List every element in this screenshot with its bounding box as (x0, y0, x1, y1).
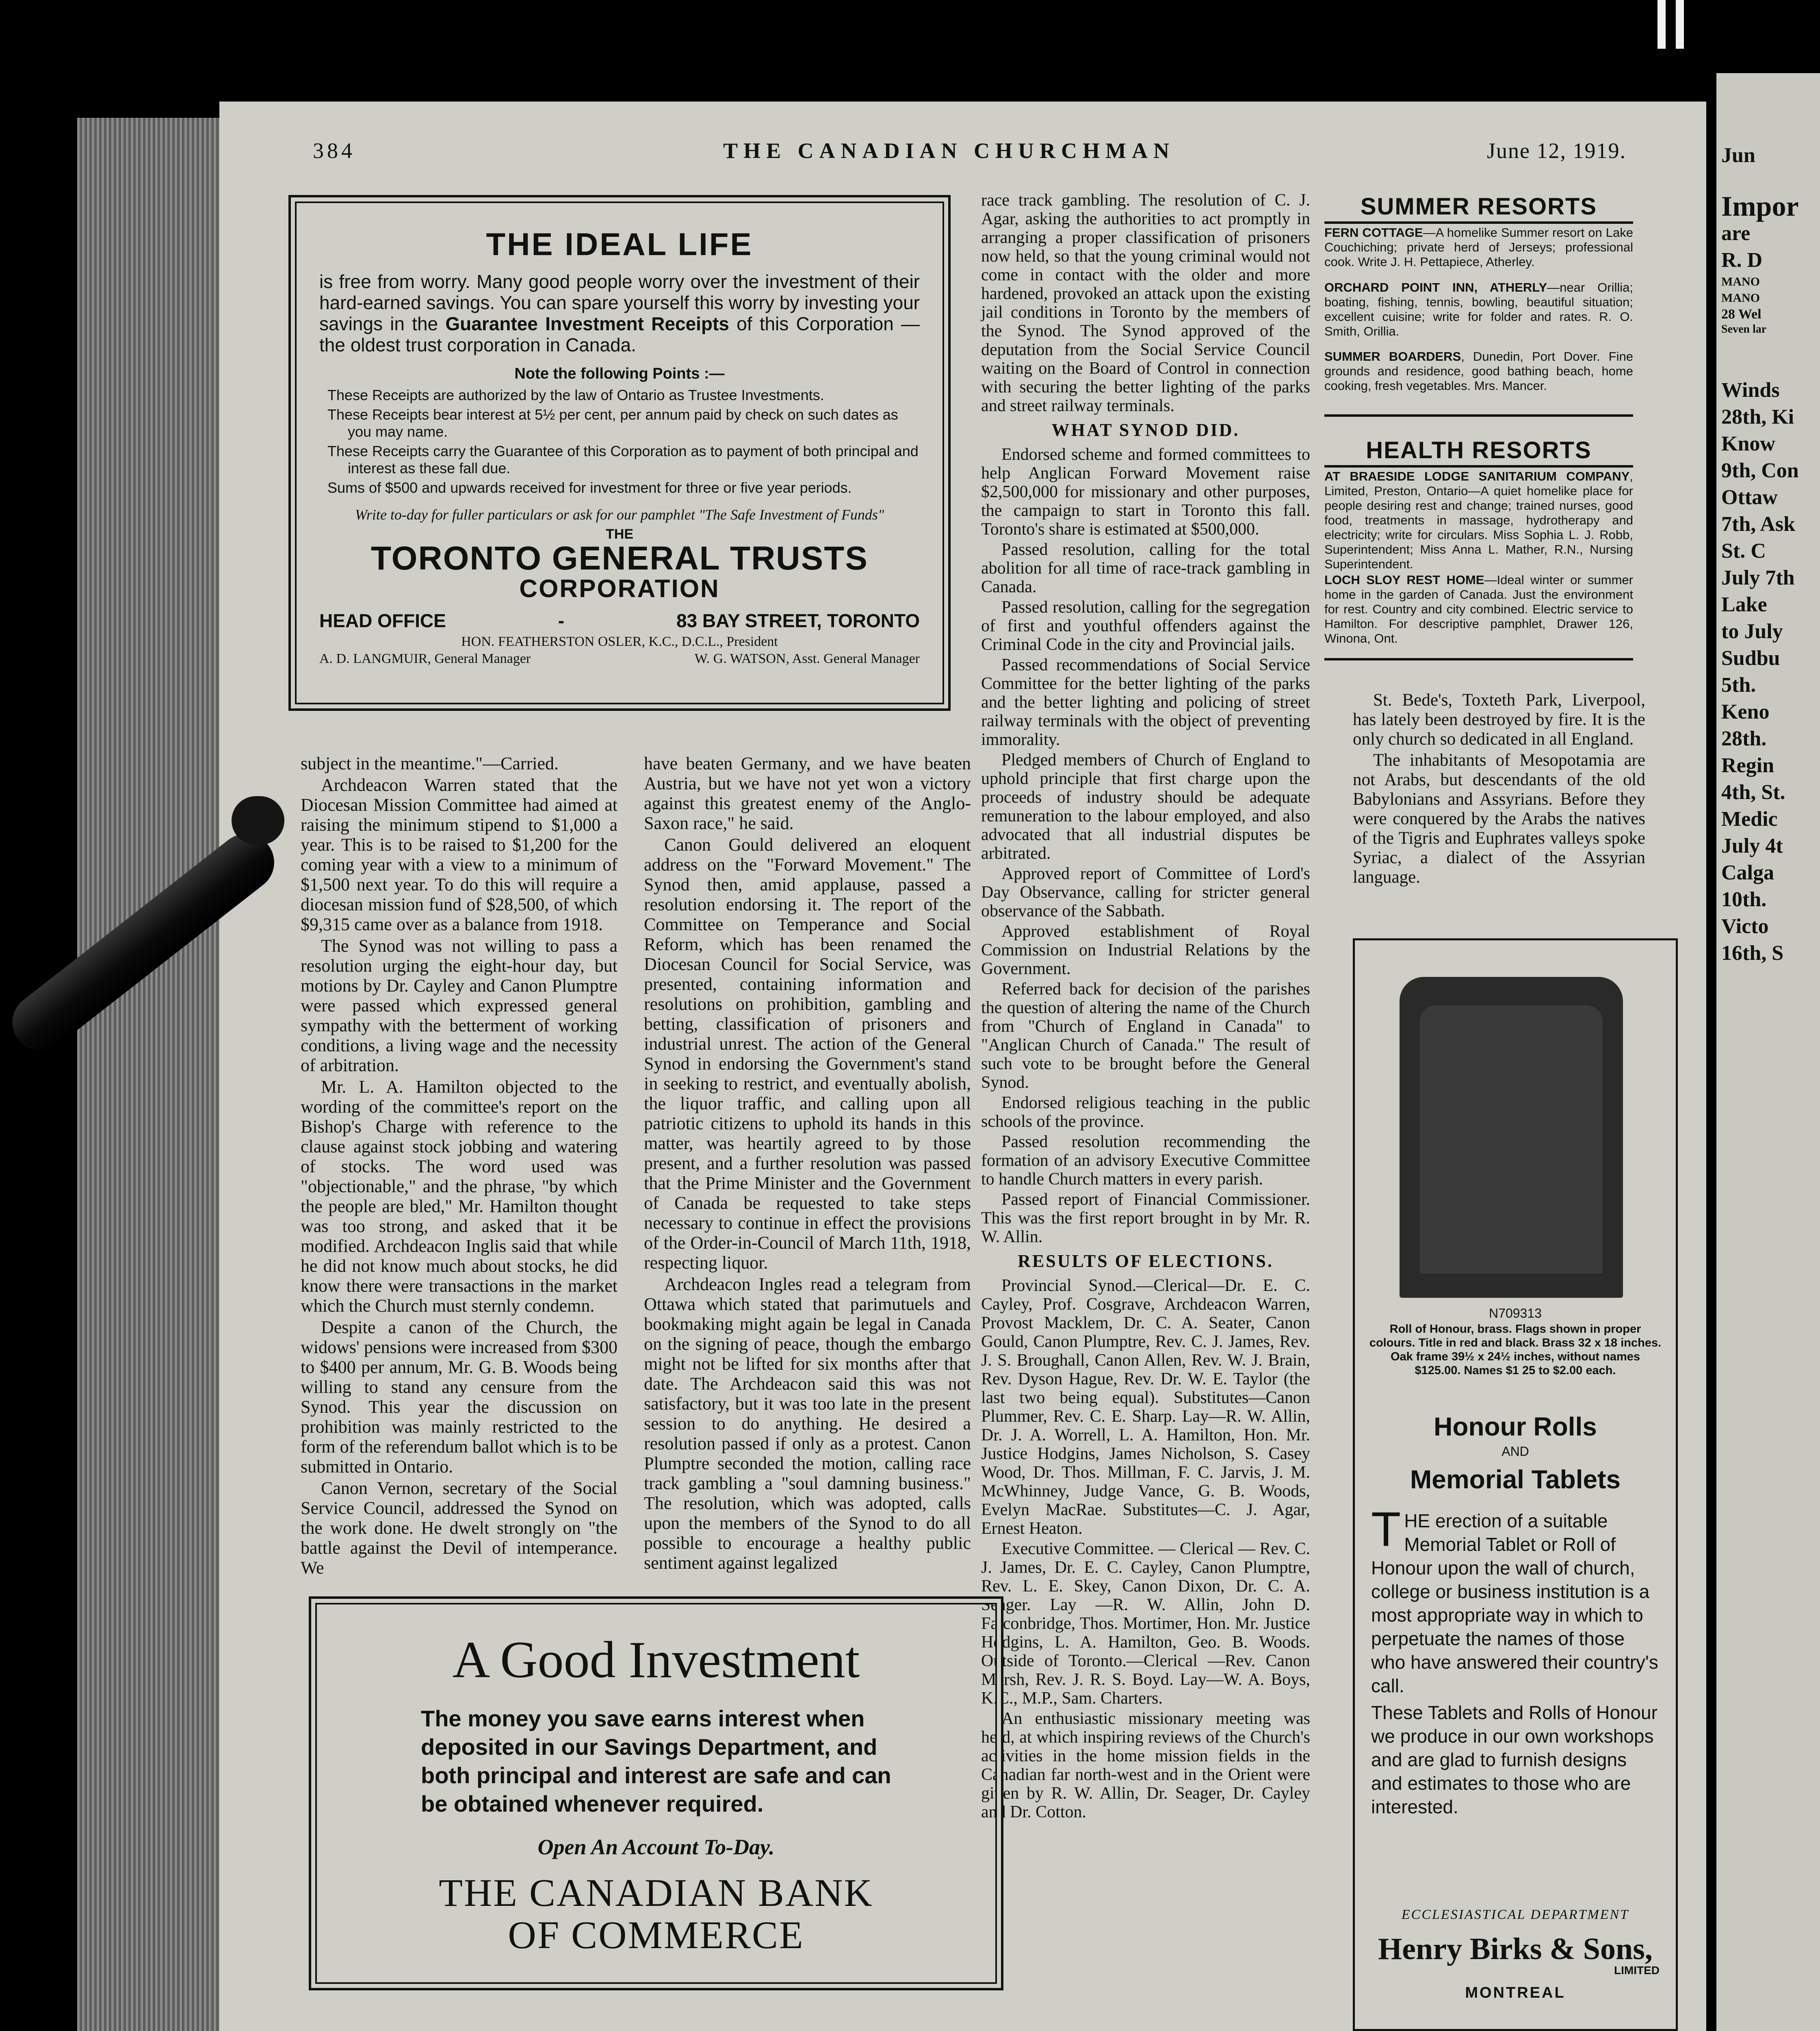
ad-write-prompt: Write to-day for fuller particulars or ask for our pamphlet "The Safe Investment of Funds" (355, 507, 884, 523)
summer-resort-listing: FERN COTTAGE—A homelike Summer resort on Lake Couchiching; private herd of Jerseys; professional cook. Write J. H. Pettapiece, Atherley. (1324, 225, 1633, 269)
next-page-text: Medic (1721, 808, 1778, 831)
divider (1324, 414, 1633, 417)
paragraph: The inhabitants of Mesopotamia are not Arabs, but descendants of the old Babylonians and Assyrians. Before they were conquered by the Arabs the natives of the Tigris and Euphrates valleys spoke Syriac, a dialect of the Assyrian language. (1353, 751, 1645, 887)
next-page-text: 7th, Ask (1721, 513, 1796, 536)
next-page-text: 28 Wel (1721, 307, 1762, 322)
next-page-text: MANO (1721, 291, 1760, 305)
paragraph: An enthusiastic missionary meeting was held, at which inspiring reviews of the Church's activities in the home mission fields in the Canadian far north-west and in the Orient were given by R. W. Allin, Dr. Seager, Dr. Cayley and Dr. Cotton. (981, 1709, 1310, 1821)
ad-limited: LIMITED (1614, 1964, 1660, 1977)
next-page-text: July 7th (1721, 566, 1795, 589)
film-mark-top (1658, 0, 1666, 49)
ad-point: These Receipts bear interest at 5½ per cent, per annum paid by check on such dates as you may name. (327, 406, 898, 440)
next-page-text: Ottaw (1721, 486, 1778, 509)
ad-point: These Receipts are authorized by the law of Ontario as Trustee Investments. (327, 387, 824, 403)
next-page-text: 16th, S (1721, 942, 1784, 965)
next-page-text: Lake (1721, 593, 1767, 616)
ad-bank-name: THE CANADIAN BANK (439, 1871, 873, 1914)
paragraph: Executive Committee. — Clerical — Rev. C. J. James, Dr. E. C. Cayley, Canon Plumptre, Rev. L. E. Skey, Canon Dixon, Dr. C. A. Seager. Lay —R. W. Allin, John D. Falconbridge, Thos. Mortimer, Hon. Mr. Justice Hodgins, L. A. Hamilton, Geo. B. Woods. Outside of Toronto.—Clerical —Rev. Canon Marsh, Rev. J. R. S. Boyd. Lay—W. A. Boys, K.C., M.P., Sam. Charters. (981, 1539, 1310, 1708)
publication-title: THE CANADIAN CHURCHMAN (723, 139, 1175, 163)
ad-call-to-action: Open An Account To-Day. (537, 1835, 775, 1859)
article-column-4 (1353, 691, 1645, 889)
paragraph: Despite a canon of the Church, the widows' pensions were increased from $300 to $400 per annum, Mr. G. B. Woods being willing to stand any censure from the Synod. This year the discussion on prohibition was mainly restricted to the form of the referendum ballot which is to be submitted in Ontario. (301, 1317, 618, 1477)
article-column-3 (981, 191, 1310, 1823)
paragraph: Canon Gould delivered an eloquent address on the "Forward Movement." The Synod then, amid applause, passed a resolution endorsing it. The report of the Committee on Temperance and Social Reform, which has been renamed the Diocesan Council for Social Service, was presented, containing information and resolutions on prohibition, gambling and betting, classification of prisoners and industrial unrest. The action of the General Synod in endorsing the Government's stand in seeking to restrict, and eventually abolish, the liquor traffic, and calling upon all patriotic citizens to uphold its hands in this matter, was heartily agreed to by those present, and a further resolution was passed that the Prime Minister and the Government of Canada be requested to take steps necessary to continue in effect the provisions of the Order-in-Council of March 11th, 1918, respecting liquor. (644, 835, 971, 1273)
next-page-fragment (1716, 73, 1820, 2031)
article-column-1 (301, 754, 618, 1579)
next-page-text: 28th. (1721, 727, 1767, 750)
ad-and: AND (1502, 1444, 1529, 1459)
health-resorts-heading: HEALTH RESORTS (1366, 437, 1592, 463)
next-page-text: 4th, St. (1721, 781, 1785, 804)
paragraph: St. Bede's, Toxteth Park, Liverpool, has lately been destroyed by fire. It is the only church so dedicated in all England. (1353, 691, 1645, 749)
paragraph: subject in the meantime."—Carried. (301, 754, 559, 773)
ad-headline: Honour Rolls (1434, 1412, 1597, 1441)
divider (1324, 465, 1633, 468)
ad-company-name: TORONTO GENERAL TRUSTS (371, 540, 868, 577)
next-page-text: Seven lar (1721, 323, 1767, 336)
next-page-text: Regin (1721, 754, 1774, 777)
next-page-text: Impor (1721, 191, 1799, 222)
next-page-text: 9th, Con (1721, 459, 1799, 482)
next-page-text: Calga (1721, 861, 1774, 884)
paragraph: Passed resolution, calling for the segregation of first and youthful offenders against the Criminal Code in the city and Provincial jails. (981, 598, 1310, 654)
trusts-advertisement (288, 195, 951, 711)
paragraph: Passed resolution, calling for the total abolition for all time of race-track gambling in Canada. (981, 540, 1310, 596)
paragraph: Mr. L. A. Hamilton objected to the wording of the committee's report on the Bishop's Charge with reference to the clause against stock jobbing and watering of stocks. The word used was "objectionable," and the phrase, "by which the people are bled," Mr. Hamilton thought was too strong, and asked that it be modified. Archdeacon Inglis said that while he did not know much about stocks, he did know there were transactions in the market which the Church must sternly condemn. (301, 1077, 618, 1316)
paragraph: Canon Vernon, secretary of the Social Service Council, addressed the Synod on the work done. He dwelt strongly on "the battle against the Devil of intemperance. We (301, 1478, 618, 1578)
ad-headline: A Good Investment (452, 1631, 860, 1689)
divider (1324, 221, 1633, 224)
paragraph: Passed resolution recommending the formation of an advisory Executive Committee to handle Church matters in every parish. (981, 1132, 1310, 1189)
paragraph: The Synod was not willing to pass a resolution urging the eight-hour day, but motions by Dr. Cayley and Canon Plumptre were passed which expressed general sympathy with the betterment of working conditions, a living wage and the necessity of arbitration. (301, 936, 618, 1075)
next-page-text: Sudbu (1721, 647, 1780, 670)
health-resort-listing: AT BRAESIDE LODGE SANITARIUM COMPANY, Limited, Preston, Ontario—A quiet homelike place for people desiring rest and change; trained nurses, good food, treatments in massage, hydrotherapy and electricity; write for circulars. Miss Sophia L. J. Robb, Superintendent; Miss Anna L. Mather, R.N., Nursing Superintendent. (1324, 469, 1633, 571)
divider (1324, 658, 1633, 660)
paragraph: Pledged members of Church of England to uphold principle that first charge upon the proceeds of industry should be adequate remuneration to the labour employed, and also advocated that all industrial disputes be arbitrated. (981, 751, 1310, 863)
section-heading: RESULTS OF ELECTIONS. (1018, 1251, 1274, 1271)
ad-city: MONTREAL (1465, 1984, 1566, 2001)
ad-point: These Receipts carry the Guarantee of this Corporation as to payment of both principal and interest as these fall due. (327, 443, 919, 476)
ad-headline-2: Memorial Tablets (1410, 1465, 1621, 1494)
next-page-text: are (1721, 222, 1751, 245)
issue-date: June 12, 1919. (1487, 139, 1626, 163)
catalogue-number: N709313 (1489, 1306, 1542, 1321)
paragraph: have beaten Germany, and we have beaten Austria, but we have not yet won a victory against this greatest enemy of the Anglo-Saxon race," he said. (644, 754, 971, 833)
ad-firm-name: Henry Birks & Sons, (1378, 1932, 1653, 1966)
ad-the: THE (606, 526, 633, 542)
tablet-caption: Roll of Honour, brass. Flags shown in proper colours. Title in red and black. Brass 32 x 18 inches. Oak frame 39½ x 24½ inches, without names $125.00. Names $1 25 to $2.00 each. (1369, 1323, 1662, 1377)
summer-resorts-heading: SUMMER RESORTS (1360, 193, 1597, 220)
next-page-text: Victo (1721, 915, 1769, 938)
pen-tip (232, 796, 284, 845)
next-page-text: MANO (1721, 275, 1760, 288)
next-page-text: Know (1721, 432, 1775, 455)
paragraph: Archdeacon Ingles read a telegram from Ottawa which stated that parimutuels and bookmaking might again be legal in Canada on the signing of peace, though the embargo might not be lifted for six months after that date. The Archdeacon said this was not satisfactory, but it was too late in the present session to do anything. He desired a resolution passed if only as a protest. Canon Plumptre seconded the motion, calling race track gambling a "soul damning business." The resolution, which was adopted, calls upon the members of the Synod to do all possible to encourage a healthy public sentiment against legalized (644, 1274, 971, 1573)
paragraph: These Tablets and Rolls of Honour we produce in our own workshops and are glad to furnish designs and estimates to those who are interested. (1371, 1702, 1658, 1817)
next-page-text: Jun (1721, 144, 1755, 167)
ad-president: HON. FEATHERSTON OSLER, K.C., D.C.L., President (461, 634, 778, 649)
drop-cap: T (1371, 1502, 1401, 1557)
ad-company-name-2: CORPORATION (519, 575, 720, 603)
next-page-text: R. D (1721, 249, 1763, 272)
ad-body: The money you save earns interest when deposited in our Savings Department, and both principal and interest are safe and can be obtained whenever required. (421, 1706, 891, 1817)
paragraph: Passed report of Financial Commissioner. This was the first report brought in by Mr. R. W. Allin. (981, 1190, 1310, 1246)
memorial-tablet-image (1400, 977, 1623, 1298)
summer-resort-listing: SUMMER BOARDERS, Dunedin, Port Dover. Fine grounds and residence, good bathing beach, home cooking, fresh vegetables. Mrs. Mancer. (1324, 349, 1633, 393)
paragraph: Endorsed religious teaching in the public schools of the province. (981, 1093, 1310, 1131)
ad-bank-name-2: OF COMMERCE (508, 1913, 804, 1957)
next-page-text: 10th. (1721, 888, 1767, 911)
health-resort-listing: LOCH SLOY REST HOME—Ideal winter or summer home in the garden of Canada. Just the environment for rest. Country and city combined. Electric service to Hamilton. For descriptive pamphlet, Drawer 126, Winona, Ont. (1324, 573, 1633, 645)
ad-note: Note the following Points :— (514, 365, 725, 382)
ad-body (1371, 1502, 1660, 1822)
next-page-text: Keno (1721, 700, 1770, 723)
bank-advertisement (309, 1596, 1003, 1990)
ad-department: ECCLESIASTICAL DEPARTMENT (1401, 1907, 1629, 1922)
paragraph: Provincial Synod.—Clerical—Dr. E. C. Cayley, Prof. Cosgrave, Archdeacon Warren, Provost Macklem, Dr. C. A. Seater, Canon Gould, Canon Plumptre, Rev. C. J. James, Rev. J. S. Broughall, Canon Allen, Rev. W. J. Brain, Rev. Dyson Hague, Rev. Dr. W. E. Taylor (the last two being equal). Substitutes—Canon Plummer, Rev. C. E. Sharp. Lay—R. W. Allin, Dr. J. A. Worrell, L. A. Hamilton, Hon. Mr. Justice Hodgins, James Nicholson, S. Casey Wood, Dr. Thos. Millman, F. C. Jarvis, J. M. McWhinney, Judge Vance, G. B. Woods, Evelyn MacRae. Substitutes—C. J. Agar, Ernest Heaton. (981, 1276, 1310, 1538)
paragraph: Endorsed scheme and formed committees to help Anglican Forward Movement raise $2,500,000 for missionary and other purposes, the campaign to start in Toronto this fall. Toronto's share is estimated at $500,000. (981, 445, 1310, 539)
ad-point: Sums of $500 and upwards received for investment for three or five year periods. (327, 479, 852, 496)
paragraph: Passed recommendations of Social Service Committee for the better lighting of the parks and the better lighting and policing of street railway terminals with the object of preventing immorality. (981, 656, 1310, 749)
summer-resort-listing: ORCHARD POINT INN, ATHERLY—near Orillia; boating, fishing, tennis, bowling, beautiful situation; excellent cuisine; write for folder and rates. R. O. Smith, Orillia. (1324, 280, 1634, 338)
ad-office-line: HEAD OFFICE - 83 BAY STREET, TORONTO (319, 610, 920, 631)
paragraph: THE erection of a suitable Memorial Tablet or Roll of Honour upon the wall of church, college or business institution is a most appropriate way in which to perpetuate the names of those who have answered their country's call. (1371, 1502, 1658, 1696)
next-page-text: 28th, Ki (1721, 405, 1794, 429)
ad-managers: A. D. LANGMUIR, General Manager W. G. WATSON, Asst. General Manager (319, 651, 920, 666)
birks-advertisement (1353, 938, 1678, 2031)
next-page-text: 5th. (1721, 673, 1756, 697)
ad-lead: is free from worry. Many good people worry over the investment of their hard-earned savings. You can spare yourself this worry by investing your savings in the Guarantee Investment Receipts of this Corporation — the oldest trust corporation in Canada. (319, 271, 920, 355)
paragraph: Archdeacon Warren stated that the Diocesan Mission Committee had aimed at raising the minimum stipend to $1,000 a year. This is to be raised to $1,200 for the coming year with a view to a minimum of $1,500 next year. To do this will require a diocesan mission fund of $28,500, of which $9,315 came over as a balance from 1918. (301, 775, 618, 934)
book-page-edges (77, 118, 232, 2031)
paragraph: race track gambling. The resolution of C. J. Agar, asking the authorities to act promptly in arranging a proper classification of prisoners now held, so that the young criminal would not come in contact with the older and more hardened, provoked an attack upon the existing jail conditions in Toronto by the members of the Synod. The Synod approved of the deputation from the Social Service Council waiting on the Board of Control in connection with securing the better lighting of the parks and street railway terminals. (981, 191, 1310, 415)
page-number: 384 (313, 139, 355, 163)
ad-headline: THE IDEAL LIFE (486, 226, 753, 262)
paragraph: Approved report of Committee of Lord's Day Observance, calling for stricter general observance of the Sabbath. (981, 864, 1310, 920)
next-page-text: St. C (1721, 539, 1766, 563)
paragraph: Approved establishment of Royal Commission on Industrial Relations by the Government. (981, 922, 1310, 978)
film-mark-top-2 (1676, 0, 1684, 49)
next-page-text: Winds (1721, 379, 1780, 402)
next-page-text: July 4t (1721, 834, 1783, 857)
paragraph: Referred back for decision of the parishes the question of altering the name of the Church from "Church of England in Canada" to "Anglican Church of Canada." The result of such vote to be brought before the General Synod. (981, 980, 1310, 1092)
section-heading: WHAT SYNOD DID. (1051, 420, 1240, 440)
next-page-text: to July (1721, 620, 1783, 643)
article-column-2 (644, 754, 971, 1574)
